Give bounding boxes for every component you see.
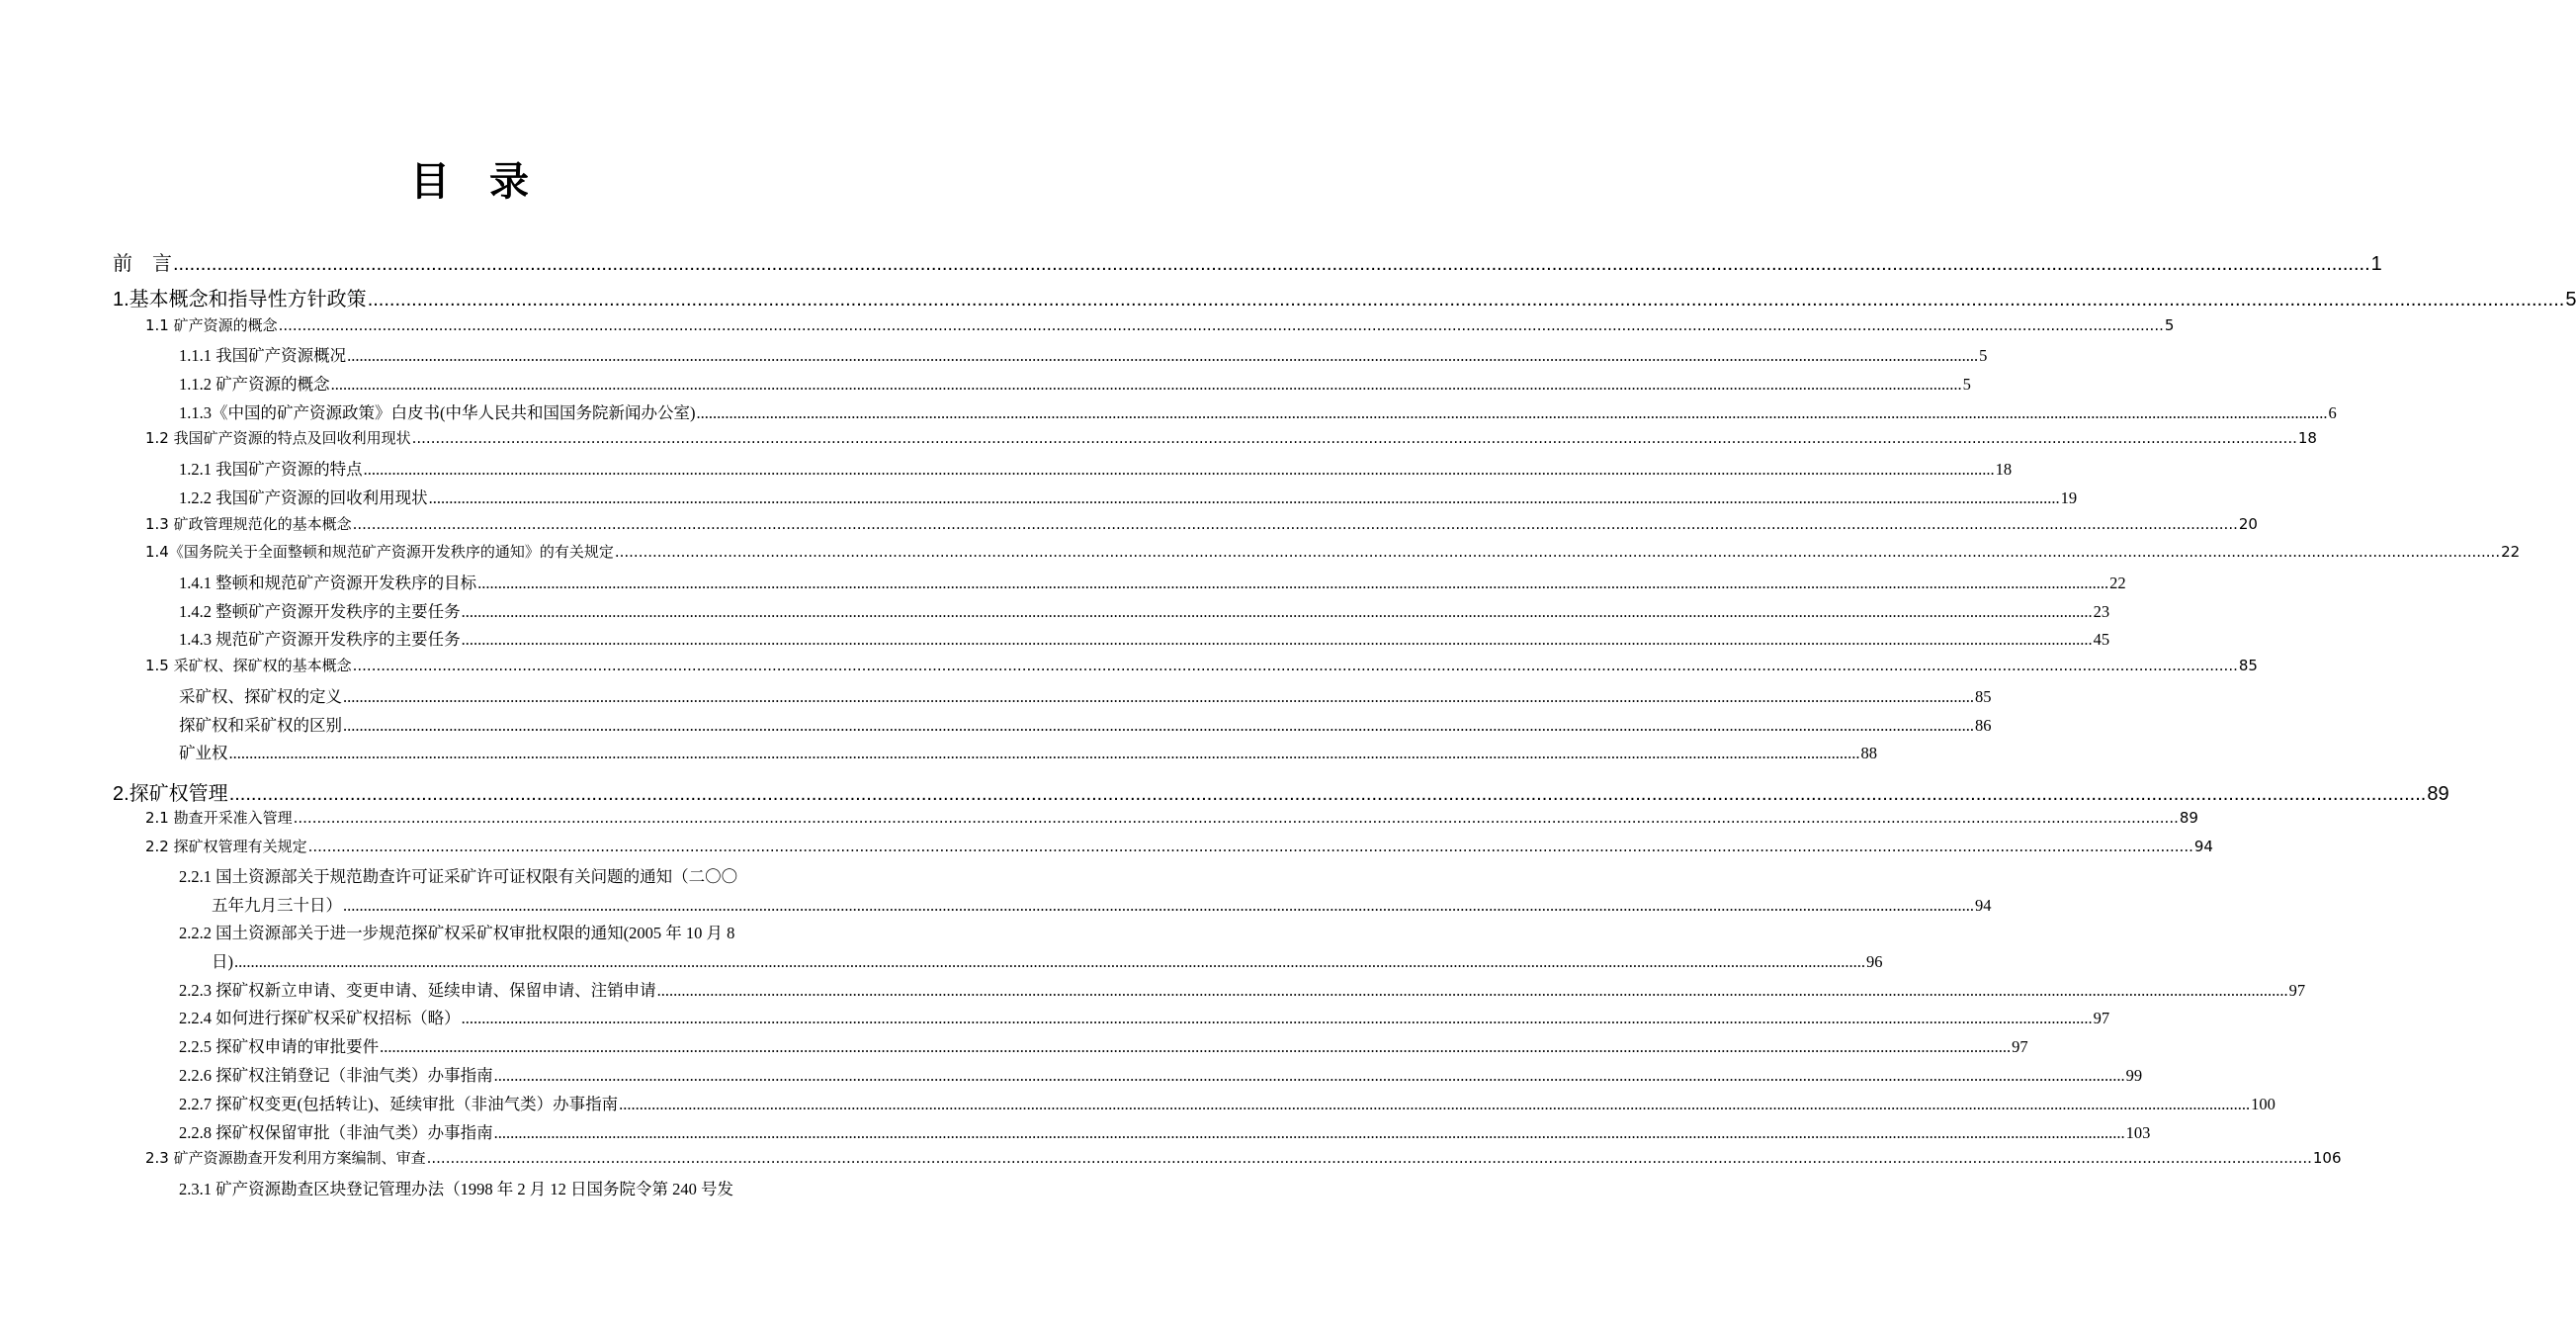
toc-page-number: 89 xyxy=(2179,809,2198,827)
toc-page-number: 5 xyxy=(1979,346,1988,365)
toc-entry-label: 1.4.2 整顿矿产资源开发秩序的主要任务 xyxy=(179,602,461,621)
toc-entry[interactable] xyxy=(179,485,2078,513)
toc-page-number: 88 xyxy=(1860,744,1877,762)
toc-page-number: 106 xyxy=(2312,1149,2342,1167)
toc-page-number: 99 xyxy=(2125,1066,2143,1085)
toc-page-number: 19 xyxy=(2060,488,2078,507)
toc-page-number: 20 xyxy=(2238,515,2258,533)
toc-entry[interactable] xyxy=(179,1033,2028,1062)
toc-page-number: 23 xyxy=(2093,602,2110,621)
dot-leader: ................................................................................................................................................................................................................................................................................................................................................................................................................ xyxy=(173,253,2370,275)
toc-entry-label: 2.3.1 矿产资源勘查区块登记管理办法（1998 年 2 月 12 日国务院令第 240 号发 xyxy=(179,1180,733,1198)
toc-entry-label: 1.2 我国矿产资源的特点及回收利用现状 xyxy=(145,429,411,447)
toc-page-number: 85 xyxy=(1975,687,1992,706)
toc-entry[interactable] xyxy=(179,1062,2143,1091)
toc-entry-label: 前 言 xyxy=(113,253,172,275)
toc-entry-label: 2.1 勘查开采准入管理 xyxy=(145,809,293,827)
toc-entry[interactable] xyxy=(179,570,2126,598)
toc-entry[interactable] xyxy=(145,807,2198,836)
toc-page-number: 89 xyxy=(2427,783,2449,805)
toc-page-number: 1 xyxy=(2370,253,2382,275)
dot-leader: ................................................................................................................................................................................................................................................................................................................................................................................................................ xyxy=(461,1009,2093,1027)
toc-page-number: 100 xyxy=(2251,1095,2275,1113)
toc-entry-label: 1.1.1 我国矿产资源概况 xyxy=(179,346,347,365)
toc-entry-label: 2.2.3 探矿权新立申请、变更申请、延续申请、保留申请、注销申请 xyxy=(179,981,656,1000)
toc-entry[interactable] xyxy=(179,626,2110,655)
dot-leader: ................................................................................................................................................................................................................................................................................................................................................................................................................ xyxy=(330,375,1962,394)
toc-entry-label: 1.2.2 我国矿产资源的回收利用现状 xyxy=(179,488,428,507)
toc-entry-label-continued: 日) xyxy=(212,952,233,971)
toc-entry-label: 1.基本概念和指导性方针政策 xyxy=(113,289,367,310)
toc-entry-label: 1.1.2 矿产资源的概念 xyxy=(179,375,330,394)
toc-entry[interactable] xyxy=(145,1147,2342,1176)
toc-entry-label: 1.4.3 规范矿产资源开发秩序的主要任务 xyxy=(179,630,461,649)
toc-entry-label: 1.5 采矿权、探矿权的基本概念 xyxy=(145,657,352,674)
toc-entry[interactable] xyxy=(179,920,827,948)
toc-entry-label-continued: 五年九月三十日） xyxy=(212,896,342,915)
dot-leader: ................................................................................................................................................................................................................................................................................................................................................................................................................ xyxy=(428,488,2060,507)
toc-entry[interactable] xyxy=(179,399,2337,428)
dot-leader: ................................................................................................................................................................................................................................................................................................................................................................................................................ xyxy=(461,630,2093,649)
toc-entry-label: 2.探矿权管理 xyxy=(113,783,228,805)
toc-page-number: 22 xyxy=(2109,574,2126,592)
toc-entry-label: 探矿权和采矿权的区别 xyxy=(179,716,342,735)
toc-entry-label: 1.1.3《中国的矿产资源政策》白皮书(中华人民共和国国务院新闻办公室) xyxy=(179,403,696,422)
dot-leader: ................................................................................................................................................................................................................................................................................................................................................................................................................ xyxy=(228,783,2427,805)
toc-page-number: 22 xyxy=(2501,543,2521,561)
toc-entry[interactable] xyxy=(179,863,827,892)
toc-entry-label: 2.2.5 探矿权申请的审批要件 xyxy=(179,1037,380,1056)
toc-entry-label: 2.2.7 探矿权变更(包括转让)、延续审批（非油气类）办事指南 xyxy=(179,1095,619,1113)
toc-entry-label: 2.2.6 探矿权注销登记（非油气类）办事指南 xyxy=(179,1066,493,1085)
dot-leader: ................................................................................................................................................................................................................................................................................................................................................................................................................ xyxy=(380,1037,2012,1056)
dot-leader: ................................................................................................................................................................................................................................................................................................................................................................................................................ xyxy=(343,896,1974,915)
dot-leader: ................................................................................................................................................................................................................................................................................................................................................................................................................ xyxy=(363,460,1995,479)
toc-page-number: 97 xyxy=(2093,1009,2110,1027)
toc-page-number: 85 xyxy=(2238,657,2258,674)
toc-entry[interactable] xyxy=(179,598,2110,627)
dot-leader: ................................................................................................................................................................................................................................................................................................................................................................................................................ xyxy=(656,981,2288,1000)
toc-page-number: 86 xyxy=(1975,716,1992,735)
dot-leader: ................................................................................................................................................................................................................................................................................................................................................................................................................ xyxy=(426,1149,2312,1167)
toc-entry-label: 1.2.1 我国矿产资源的特点 xyxy=(179,460,363,479)
toc-entry[interactable] xyxy=(179,712,1992,741)
toc-entry-label: 1.4《国务院关于全面整顿和规范矿产资源开发秩序的通知》的有关规定 xyxy=(145,543,614,561)
toc-page-number: 45 xyxy=(2093,630,2110,649)
dot-leader: ................................................................................................................................................................................................................................................................................................................................................................................................................ xyxy=(347,346,1979,365)
toc-entry[interactable] xyxy=(145,836,2213,864)
dot-leader: ................................................................................................................................................................................................................................................................................................................................................................................................................ xyxy=(411,429,2297,447)
toc-entry-label: 2.2.2 国土资源部关于进一步规范探矿权采矿权审批权限的通知(2005 年 10 月 8 xyxy=(179,924,735,942)
toc-page-number: 18 xyxy=(2297,429,2317,447)
toc-page-number: 97 xyxy=(2288,981,2306,1000)
dot-leader: ................................................................................................................................................................................................................................................................................................................................................................................................................ xyxy=(293,809,2179,827)
toc-page-number: 6 xyxy=(2328,403,2337,422)
toc-page-number: 5 xyxy=(2164,316,2175,334)
dot-leader: ................................................................................................................................................................................................................................................................................................................................................................................................................ xyxy=(477,574,2109,592)
dot-leader: ................................................................................................................................................................................................................................................................................................................................................................................................................ xyxy=(343,716,1974,735)
dot-leader: ................................................................................................................................................................................................................................................................................................................................................................................................................ xyxy=(367,289,2565,310)
dot-leader: ................................................................................................................................................................................................................................................................................................................................................................................................................ xyxy=(278,316,2164,334)
dot-leader: ................................................................................................................................................................................................................................................................................................................................................................................................................ xyxy=(619,1095,2251,1113)
toc-entry-label: 采矿权、探矿权的定义 xyxy=(179,687,342,706)
toc-entry[interactable] xyxy=(113,777,2449,806)
toc-entry[interactable] xyxy=(145,314,2175,343)
dot-leader: ................................................................................................................................................................................................................................................................................................................................................................................................................ xyxy=(307,838,2193,855)
toc-entry[interactable] xyxy=(179,371,1971,399)
toc-page-number: 97 xyxy=(2012,1037,2028,1056)
toc-page-number: 96 xyxy=(1866,952,1883,971)
toc-entry[interactable] xyxy=(113,247,2382,276)
toc-entry[interactable] xyxy=(145,427,2317,456)
toc-page-number: 5 xyxy=(2565,289,2576,310)
dot-leader: ................................................................................................................................................................................................................................................................................................................................................................................................................ xyxy=(234,952,1865,971)
toc-entry[interactable] xyxy=(179,1005,2110,1033)
toc-entry-label: 1.4.1 整顿和规范矿产资源开发秩序的目标 xyxy=(179,574,477,592)
dot-leader: ................................................................................................................................................................................................................................................................................................................................................................................................................ xyxy=(493,1123,2125,1142)
dot-leader: ................................................................................................................................................................................................................................................................................................................................................................................................................ xyxy=(228,744,1860,762)
toc-entry[interactable] xyxy=(179,977,2306,1006)
dot-leader: ................................................................................................................................................................................................................................................................................................................................................................................................................ xyxy=(614,543,2501,561)
dot-leader: ................................................................................................................................................................................................................................................................................................................................................................................................................ xyxy=(461,602,2093,621)
toc-entry-label: 2.3 矿产资源勘查开发利用方案编制、审查 xyxy=(145,1149,426,1167)
toc-entry[interactable] xyxy=(179,456,2013,485)
toc-page-number: 103 xyxy=(2125,1123,2151,1142)
toc-entry[interactable] xyxy=(145,513,2258,542)
toc-entry-label: 2.2 探矿权管理有关规定 xyxy=(145,838,307,855)
toc-title: 目 录 xyxy=(410,159,529,205)
dot-leader: ................................................................................................................................................................................................................................................................................................................................................................................................................ xyxy=(696,403,2328,422)
toc-entry[interactable] xyxy=(179,1176,827,1204)
dot-leader: ................................................................................................................................................................................................................................................................................................................................................................................................................ xyxy=(493,1066,2125,1085)
toc-entry[interactable] xyxy=(179,740,1877,768)
dot-leader: ................................................................................................................................................................................................................................................................................................................................................................................................................ xyxy=(352,657,2238,674)
toc-entry-continuation[interactable] xyxy=(212,948,1883,977)
toc-entry[interactable] xyxy=(179,1119,2151,1148)
toc-entry[interactable] xyxy=(179,1091,2275,1119)
toc-entry-label: 1.1 矿产资源的概念 xyxy=(145,316,278,334)
toc-entry[interactable] xyxy=(179,342,1988,371)
toc-entry[interactable] xyxy=(145,655,2258,683)
toc-entry-label: 2.2.4 如何进行探矿权采矿权招标（略） xyxy=(179,1009,461,1027)
toc-page-number: 5 xyxy=(1962,375,1971,394)
toc-page-number: 94 xyxy=(1975,896,1992,915)
dot-leader: ................................................................................................................................................................................................................................................................................................................................................................................................................ xyxy=(352,515,2238,533)
toc-page-number: 18 xyxy=(1995,460,2013,479)
dot-leader: ................................................................................................................................................................................................................................................................................................................................................................................................................ xyxy=(343,687,1974,706)
toc-entry[interactable] xyxy=(113,283,2576,311)
toc-entry-label: 2.2.8 探矿权保留审批（非油气类）办事指南 xyxy=(179,1123,493,1142)
toc-entry-label: 1.3 矿政管理规范化的基本概念 xyxy=(145,515,352,533)
toc-entry-label: 矿业权 xyxy=(179,744,228,762)
toc-entry[interactable] xyxy=(179,683,1992,712)
toc-entry[interactable] xyxy=(145,541,2521,570)
toc-page-number: 94 xyxy=(2193,838,2213,855)
toc-entry-label: 2.2.1 国土资源部关于规范勘查许可证采矿许可证权限有关问题的通知（二〇〇 xyxy=(179,867,738,886)
toc-entry-continuation[interactable] xyxy=(212,892,1992,921)
